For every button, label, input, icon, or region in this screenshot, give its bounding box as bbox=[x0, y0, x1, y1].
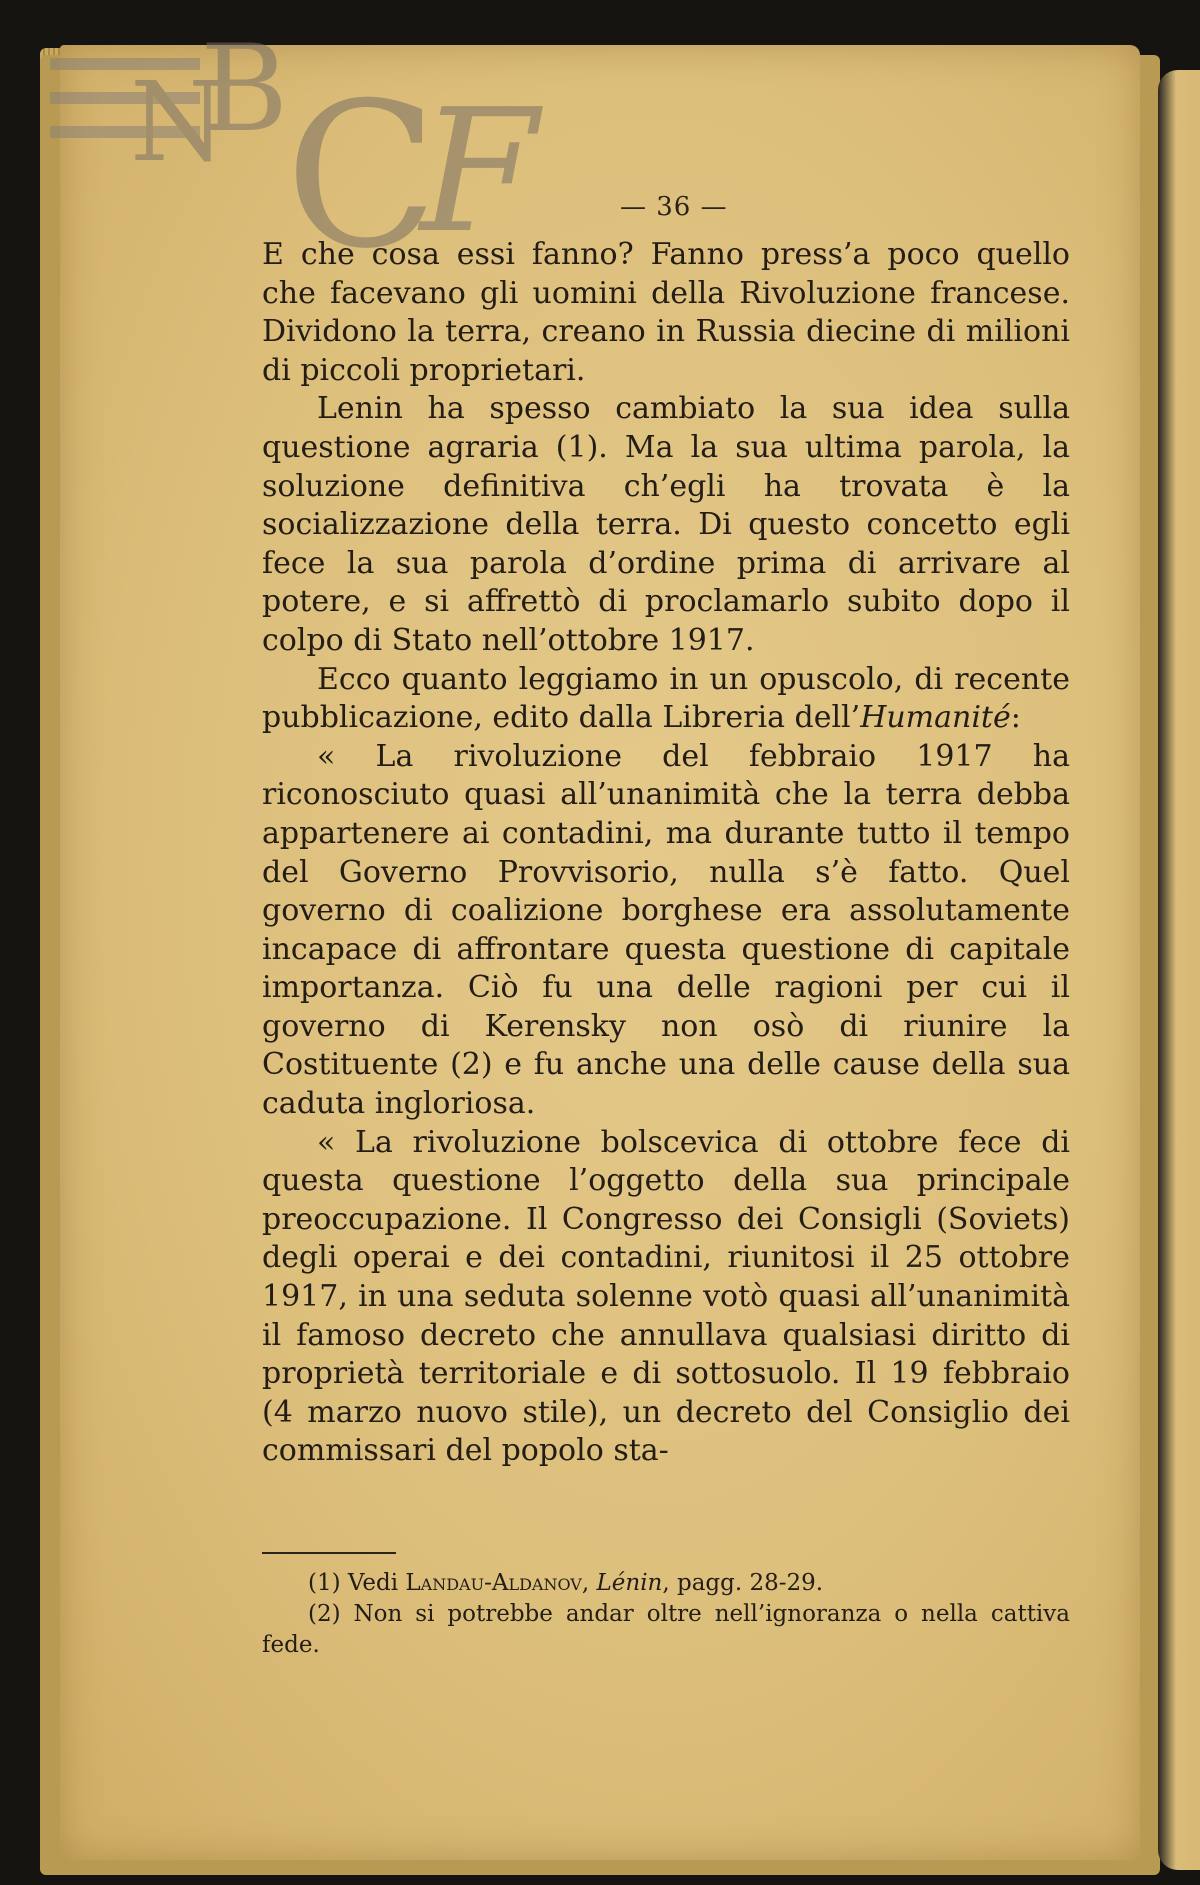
footnote-text: (1) Vedi bbox=[308, 1570, 406, 1596]
body-text bbox=[262, 236, 1070, 1471]
paragraph: Lenin ha spesso cambiato la sua idea sulla questione agraria (1). Ma la sua ultima parola, la soluzione definitiva ch’egli ha trovata è la socializzazione della terra. Di questo concetto egli fece la sua parola d’ordine prima di arrivare al potere, e si affrettò di proclamarlo subito dopo il colpo di Stato nell’ottobre 1917. bbox=[262, 391, 1070, 658]
footnote-1 bbox=[262, 1568, 1070, 1599]
footnote-pages: , pagg. 28-29. bbox=[662, 1570, 824, 1596]
footnote-divider bbox=[262, 1552, 396, 1554]
watermark-letter-f: F bbox=[420, 73, 538, 270]
footnote-book-title: Lénin bbox=[596, 1570, 663, 1596]
paragraph bbox=[262, 661, 1070, 738]
paragraph-punctuation: : bbox=[1010, 700, 1021, 736]
quoted-paragraph: « La rivoluzione bolscevica di ottobre fece di questa questione l’oggetto della sua principale preoccupazione. Il Congresso dei Consigli (Soviets) degli operai e dei contadini, riunitosi il 25 ottobre 1917, in una seduta solenne votò quasi all’unanimità il famoso decreto che annullava qualsiasi diritto di proprietà territoriale e di sottosuolo. Il 19 febbraio (4 marzo nuovo stile), un decreto del Consiglio dei commissari del popolo sta- bbox=[262, 1124, 1070, 1469]
paragraph-text: Ecco quanto leggiamo in un opuscolo, di recente pubblicazione, edito dalla Libreria dell’ bbox=[262, 661, 1070, 736]
footnote-author: Landau-Aldanov bbox=[405, 1570, 582, 1596]
quoted-paragraph: « La rivoluzione del febbraio 1917 ha riconosciuto quasi all’unanimità che la terra debba appartenere ai contadini, ma durante tutto il tempo del Governo Provvisorio, nulla s’è fatto. Quel governo di coalizione borghese era assolutamente incapace di affrontare questa questione di capitale importanza. Ciò fu una delle ragioni per cui il governo di Kerensky non osò di riunire la Costituente (2) e fu anche una delle cause della sua caduta ingloriosa. bbox=[262, 738, 1070, 1122]
footnotes bbox=[262, 1568, 1070, 1661]
watermark-letter-c: C bbox=[285, 60, 439, 270]
watermark-letter-n: N bbox=[130, 58, 227, 186]
footnote-separator: , bbox=[581, 1570, 597, 1596]
watermark-letter-b: B bbox=[200, 30, 289, 159]
footnote-2: (2) Non si potrebbe andar oltre nell’ignoranza o nella cattiva fede. bbox=[262, 1601, 1070, 1658]
publication-title: Humanité bbox=[860, 700, 1011, 736]
paragraph: E che cosa essi fanno? Fanno press’a poco quello che facevano gli uomini della Rivoluzione francese. Dividono la terra, creano in Russia diecine di milioni di piccoli proprietari. bbox=[262, 237, 1070, 388]
page-number: — 36 — bbox=[620, 192, 728, 222]
facing-page-edge bbox=[1158, 70, 1200, 1870]
library-watermark-logo bbox=[50, 30, 710, 270]
